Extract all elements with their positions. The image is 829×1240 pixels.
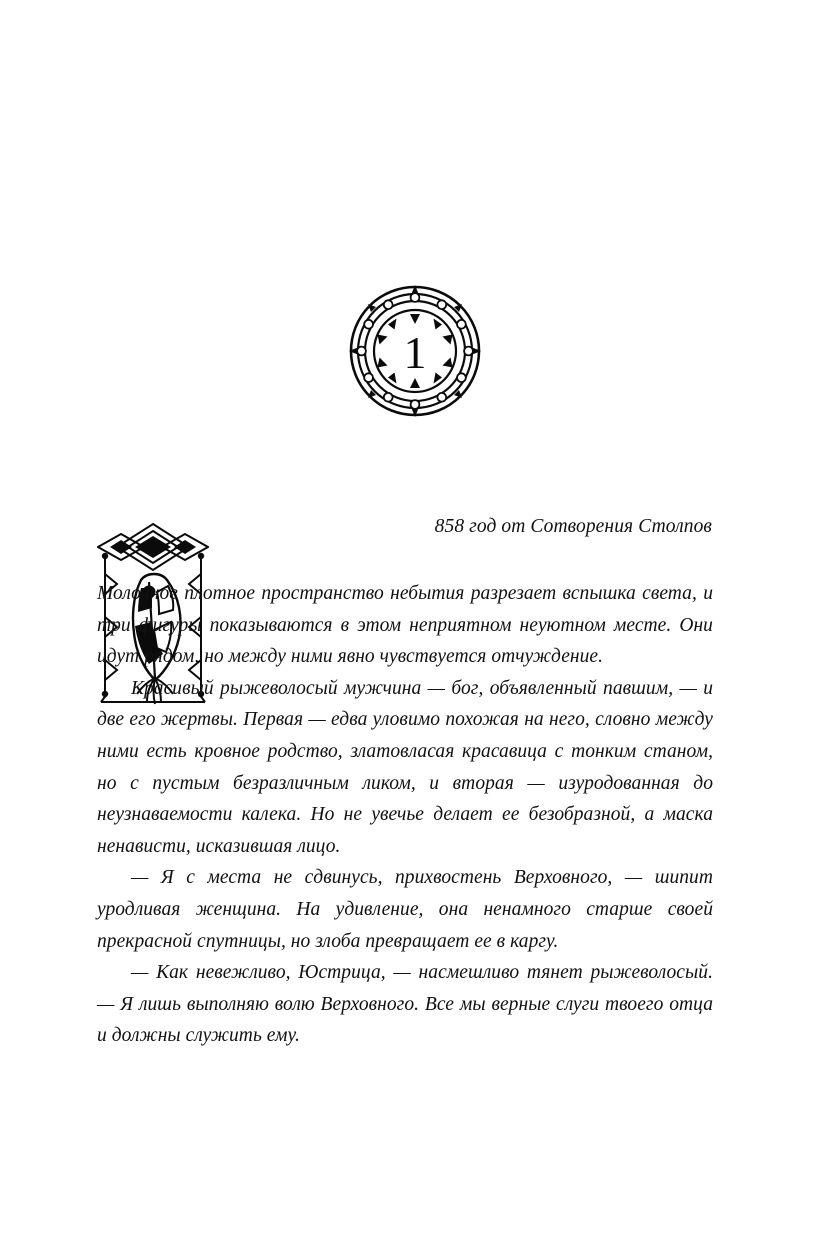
- epigraph-date: 858 год от Сотворения Столпов: [434, 516, 712, 537]
- circular-rune-medallion-icon: [347, 283, 483, 419]
- frame-diamond-fills: [110, 536, 196, 558]
- paragraph-1: Молочное плотное пространство небытия разрезает вспышка света, и три фигуры показываются в этом неприятном неуютном месте. Они идут рядом, но между ними явно чувствуется отчуждение.: [97, 583, 713, 668]
- body-text-block: [97, 578, 713, 1052]
- paragraph-3: — Я с места не сдвинусь, прихвостень Верховного, — шипит уродливая женщина. На удивление, она ненамного старше своей прекрасной спутницы, но злоба превращает ее в каргу.: [97, 867, 713, 952]
- chapter-ornament: [0, 283, 829, 419]
- paragraph-4: — Как невежливо, Юстрица, — насмешливо тянет рыжеволосый. — Я лишь выполняю волю Верховного. Все мы верные слуги твоего отца и должны служить ему.: [97, 962, 713, 1047]
- chapter-number: 1: [403, 327, 426, 378]
- paragraph-2: Красивый рыжеволосый мужчина — бог, объявленный павшим, — и две его жертвы. Первая — едва уловимо похожая на него, словно между ними есть кровное родство, златовласая красавица с тонким станом, но с пустым безразличным ликом, и вторая — изуродованная до неузнаваемости калека. Но не увечье делает ее безобразной, а маска ненависти, исказившая лицо.: [97, 677, 713, 857]
